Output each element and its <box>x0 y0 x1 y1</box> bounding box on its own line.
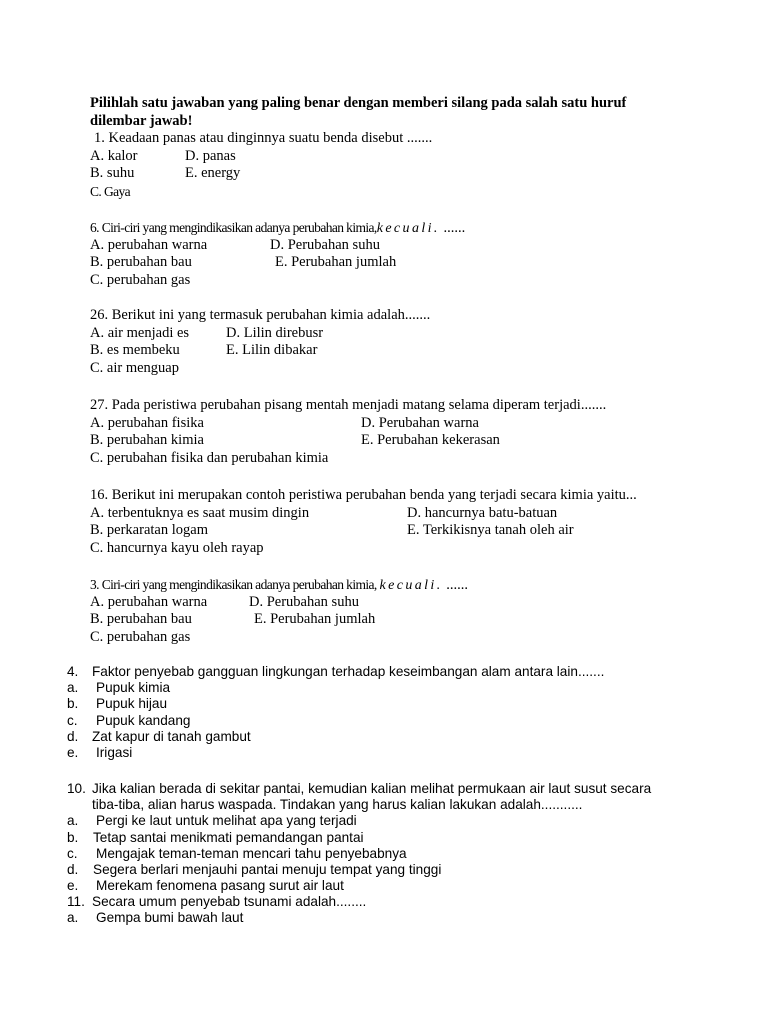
option-c: C. air menguap <box>90 359 179 376</box>
option-text: Irigasi <box>96 744 133 760</box>
option-a: A. perubahan fisika <box>90 414 204 431</box>
question-10 <box>0 781 768 894</box>
option-letter: a. <box>67 680 79 696</box>
question-6 <box>0 219 768 289</box>
option-d: D. Perubahan warna <box>361 414 479 431</box>
option-d: D. Perubahan suhu <box>249 593 359 610</box>
option-b: B. perkaratan logam <box>90 522 208 539</box>
option-c: C. perubahan fisika dan perubahan kimia <box>90 449 329 466</box>
question-prefix: 3. Ciri-ciri yang mengindikasikan adanya perubahan kimia, <box>90 577 380 592</box>
option-b: B. es membeku <box>90 342 180 359</box>
option-letter: c. <box>67 712 78 728</box>
option-letter: d. <box>67 728 79 744</box>
question-text: 16. Berikut ini merupakan contoh peristiwa perubahan benda yang terjadi secara kimia yaitu... <box>90 487 637 503</box>
instruction-line-2: dilembar jawab! <box>90 112 193 129</box>
option-letter: b. <box>67 829 79 845</box>
option-text: Pupuk hijau <box>96 696 168 712</box>
kecuali-word: kecuali. <box>379 578 443 593</box>
option-e: E. Perubahan jumlah <box>275 254 397 271</box>
option-e: E. Terkikisnya tanah oleh air <box>407 522 574 539</box>
option-d: D. panas <box>185 147 236 164</box>
option-text: Merekam fenomena pasang surut air laut <box>96 878 344 894</box>
option-letter: a. <box>67 813 79 829</box>
option-c: C. perubahan gas <box>90 271 191 288</box>
option-d: D. Perubahan suhu <box>270 236 380 253</box>
question-prefix: 6. Ciri-ciri yang mengindikasikan adanya perubahan kimia, <box>90 220 377 235</box>
option-b: B. perubahan bau <box>90 254 192 271</box>
question-27 <box>0 397 768 467</box>
question-number: 4. <box>67 664 79 679</box>
question-1 <box>0 130 768 200</box>
instruction-line-1: Pilihlah satu jawaban yang paling benar dengan memberi silang pada salah satu huruf <box>90 95 627 111</box>
option-text: Gempa bumi bawah laut <box>96 910 244 926</box>
option-a: A. kalor <box>90 147 138 164</box>
option-d: D. hancurnya batu-batuan <box>407 504 558 521</box>
option-e: E. Perubahan jumlah <box>254 611 376 628</box>
question-dots: ...... <box>442 577 468 593</box>
instruction <box>0 95 768 130</box>
question-dots: ...... <box>439 220 466 236</box>
option-text: Tetap santai menikmati pemandangan pantai <box>93 829 364 845</box>
option-letter: d. <box>67 861 79 877</box>
option-letter: a. <box>67 910 79 926</box>
option-letter: e. <box>67 878 79 894</box>
question-text: Secara umum penyebab tsunami adalah........ <box>92 894 367 909</box>
option-letter: e. <box>67 744 79 760</box>
question-text-line-2: tiba-tiba, alian harus waspada. Tindakan yang harus kalian lakukan adalah........... <box>92 797 583 813</box>
option-text: Pupuk kimia <box>96 680 171 696</box>
question-3 <box>0 576 768 646</box>
option-c: C. perubahan gas <box>90 628 191 645</box>
option-c: C. Gaya <box>90 183 131 199</box>
question-text <box>90 576 468 595</box>
question-text: 27. Pada peristiwa perubahan pisang mentah menjadi matang selama diperam terjadi....... <box>90 397 607 413</box>
question-4 <box>0 664 768 761</box>
question-text-line-1: Jika kalian berada di sekitar pantai, kemudian kalian melihat permukaan air laut susut secara <box>92 781 652 796</box>
option-e: E. Lilin dibakar <box>226 342 318 359</box>
question-text: 26. Berikut ini yang termasuk perubahan kimia adalah....... <box>90 307 431 323</box>
question-text <box>90 219 465 238</box>
option-c: C. hancurnya kayu oleh rayap <box>90 539 264 556</box>
option-text: Pergi ke laut untuk melihat apa yang terjadi <box>96 813 357 829</box>
option-a: A. air menjadi es <box>90 324 190 341</box>
option-e: E. energy <box>185 165 241 182</box>
question-16 <box>0 487 768 557</box>
question-26 <box>0 307 768 377</box>
option-b: B. suhu <box>90 165 135 182</box>
option-text: Segera berlari menjauhi pantai menuju tempat yang tinggi <box>93 861 442 877</box>
option-letter: b. <box>67 696 79 712</box>
question-11 <box>0 894 768 926</box>
option-a: A. terbentuknya es saat musim dingin <box>90 504 310 521</box>
kecuali-word: kecuali. <box>376 221 440 236</box>
option-letter: c. <box>67 845 78 861</box>
option-e: E. Perubahan kekerasan <box>361 432 500 449</box>
option-b: B. perubahan bau <box>90 611 192 628</box>
option-text: Pupuk kandang <box>96 712 191 728</box>
option-b: B. perubahan kimia <box>90 432 204 449</box>
option-text: Mengajak teman-teman mencari tahu penyebabnya <box>96 845 407 861</box>
question-number: 11. <box>67 894 85 909</box>
option-text: Zat kapur di tanah gambut <box>92 728 251 744</box>
option-a: A. perubahan warna <box>90 236 208 253</box>
question-text: Faktor penyebab gangguan lingkungan terhadap keseimbangan alam antara lain....... <box>92 664 605 679</box>
option-d: D. Lilin direbusr <box>226 324 324 341</box>
option-a: A. perubahan warna <box>90 593 208 610</box>
question-text: 1. Keadaan panas atau dinginnya suatu benda disebut ....... <box>94 130 433 146</box>
question-number: 10. <box>67 781 86 796</box>
